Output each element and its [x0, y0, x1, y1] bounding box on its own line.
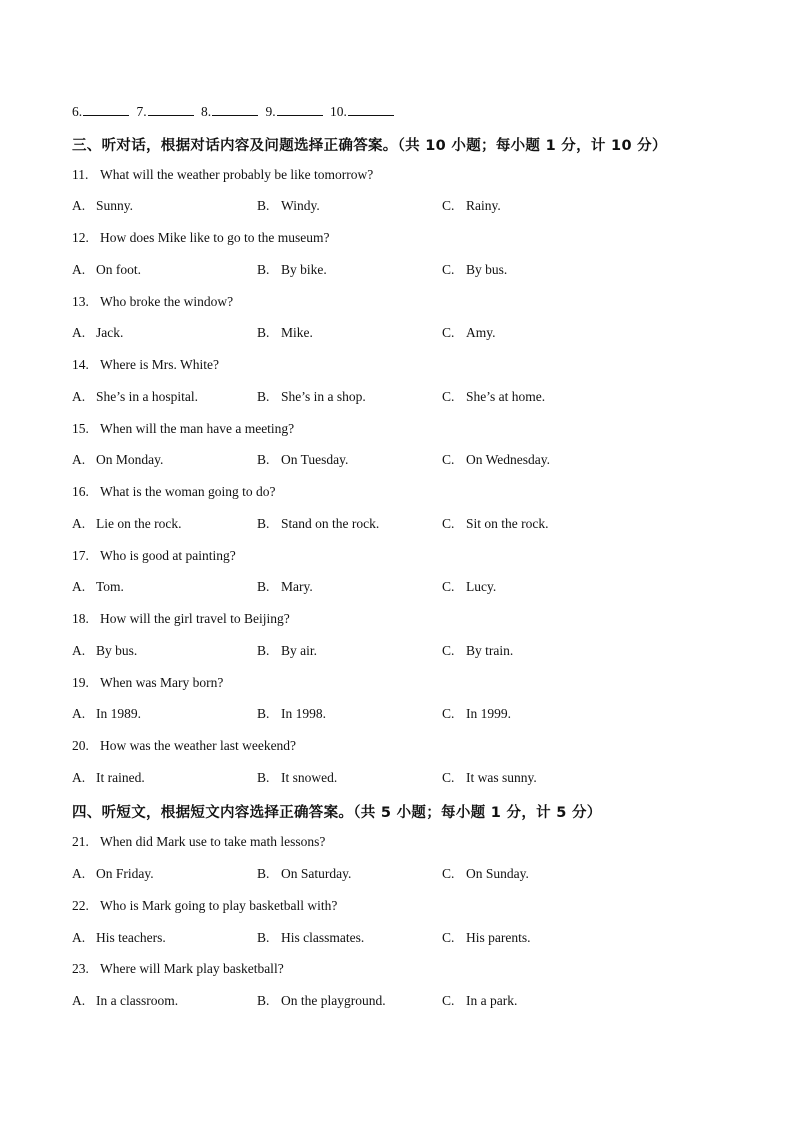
option-b: B. By air.	[257, 643, 317, 658]
option-b: B. His classmates.	[257, 930, 365, 945]
option-c: C. In a park.	[442, 993, 518, 1008]
option-c: C. By train.	[442, 643, 514, 658]
blank-9: 9.	[266, 103, 323, 120]
option-b: B. On Saturday.	[257, 866, 352, 881]
blank-10: 10.	[330, 103, 394, 120]
option-a: A. On Friday.	[72, 866, 154, 881]
option-a: A. Tom.	[72, 579, 124, 594]
options-16	[72, 516, 722, 534]
answer-blanks-row	[72, 103, 398, 120]
options-23	[72, 993, 722, 1011]
option-c: C. She’s at home.	[442, 389, 546, 404]
option-c: C. In 1999.	[442, 706, 511, 721]
option-b: B. In 1998.	[257, 706, 326, 721]
option-c: C. Lucy.	[442, 579, 497, 594]
options-12	[72, 262, 722, 280]
option-a: A. It rained.	[72, 770, 145, 785]
option-c: C. Sit on the rock.	[442, 516, 549, 531]
section-4-heading: 四、听短文，根据短文内容选择正确答案。（共 5 小题；每小题 1 分，计 5 分）	[72, 805, 602, 821]
option-c: C. It was sunny.	[442, 770, 537, 785]
question-11: 11. What will the weather probably be like tomorrow?	[72, 167, 374, 182]
section-3-heading: 三、听对话，根据对话内容及问题选择正确答案。（共 10 小题；每小题 1 分，计 10 分）	[72, 138, 667, 154]
option-a: A. On foot.	[72, 262, 141, 277]
options-15	[72, 452, 722, 470]
options-22	[72, 930, 722, 948]
options-18	[72, 643, 722, 661]
options-17	[72, 579, 722, 597]
option-a: A. His teachers.	[72, 930, 166, 945]
blank-6: 6.	[72, 103, 129, 120]
option-c: C. On Wednesday.	[442, 452, 551, 467]
question-21: 21. When did Mark use to take math lessons?	[72, 834, 326, 849]
question-16: 16. What is the woman going to do?	[72, 484, 276, 499]
options-14	[72, 389, 722, 407]
option-b: B. It snowed.	[257, 770, 338, 785]
option-c: C. Rainy.	[442, 198, 501, 213]
blank-8: 8.	[201, 103, 258, 120]
option-c: C. His parents.	[442, 930, 531, 945]
option-b: B. On Tuesday.	[257, 452, 349, 467]
question-18: 18. How will the girl travel to Beijing?	[72, 611, 290, 626]
option-a: A. By bus.	[72, 643, 138, 658]
option-b: B. On the playground.	[257, 993, 386, 1008]
option-a: A. She’s in a hospital.	[72, 389, 198, 404]
option-a: A. In a classroom.	[72, 993, 179, 1008]
options-21	[72, 866, 722, 884]
question-19: 19. When was Mary born?	[72, 675, 224, 690]
options-19	[72, 706, 722, 724]
question-15: 15. When will the man have a meeting?	[72, 421, 295, 436]
option-a: A. Sunny.	[72, 198, 134, 213]
question-20: 20. How was the weather last weekend?	[72, 738, 297, 753]
option-c: C. By bus.	[442, 262, 508, 277]
blank-7: 7.	[137, 103, 194, 120]
option-b: B. Mary.	[257, 579, 313, 594]
option-c: C. Amy.	[442, 325, 496, 340]
options-20	[72, 770, 722, 788]
option-b: B. By bike.	[257, 262, 327, 277]
option-a: A. Lie on the rock.	[72, 516, 182, 531]
options-13	[72, 325, 722, 343]
option-b: B. She’s in a shop.	[257, 389, 366, 404]
question-23: 23. Where will Mark play basketball?	[72, 961, 284, 976]
option-c: C. On Sunday.	[442, 866, 529, 881]
option-a: A. Jack.	[72, 325, 124, 340]
options-11	[72, 198, 722, 216]
option-b: B. Mike.	[257, 325, 313, 340]
option-b: B. Windy.	[257, 198, 320, 213]
option-a: A. On Monday.	[72, 452, 164, 467]
question-17: 17. Who is good at painting?	[72, 548, 236, 563]
question-22: 22. Who is Mark going to play basketball with?	[72, 898, 338, 913]
question-14: 14. Where is Mrs. White?	[72, 357, 219, 372]
question-13: 13. Who broke the window?	[72, 294, 234, 309]
option-b: B. Stand on the rock.	[257, 516, 380, 531]
question-12: 12. How does Mike like to go to the museum?	[72, 230, 330, 245]
option-a: A. In 1989.	[72, 706, 141, 721]
